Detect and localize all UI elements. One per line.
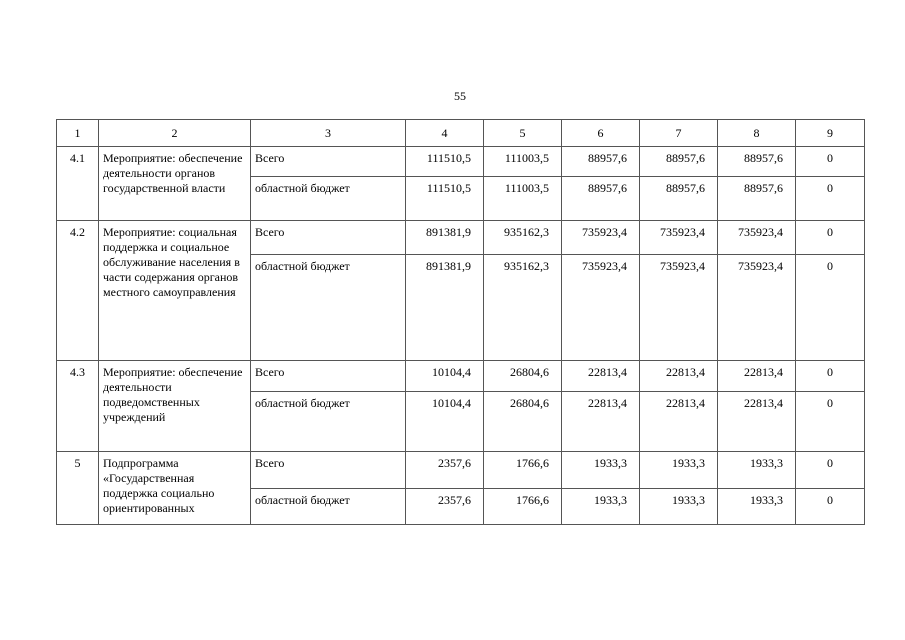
funding-source: областной бюджет bbox=[251, 392, 406, 452]
row-number: 4.1 bbox=[57, 147, 99, 221]
value-col7: 22813,4 bbox=[640, 392, 718, 452]
header-cell: 6 bbox=[562, 120, 640, 147]
header-cell: 9 bbox=[796, 120, 865, 147]
activity-name: Мероприятие: социальная поддержка и социальное обслуживание населения в части содержания органов местного самоуправления bbox=[99, 221, 251, 361]
table-row bbox=[57, 361, 865, 392]
value-col4: 111510,5 bbox=[406, 147, 484, 177]
table-row bbox=[57, 452, 865, 489]
value-col8: 735923,4 bbox=[718, 221, 796, 255]
table-row bbox=[57, 147, 865, 177]
value-col9: 0 bbox=[796, 177, 865, 221]
value-col5: 111003,5 bbox=[484, 147, 562, 177]
value-col7: 1933,3 bbox=[640, 489, 718, 525]
value-col8: 735923,4 bbox=[718, 255, 796, 361]
value-col6: 22813,4 bbox=[562, 392, 640, 452]
row-number: 4.3 bbox=[57, 361, 99, 452]
value-col4: 111510,5 bbox=[406, 177, 484, 221]
header-cell: 4 bbox=[406, 120, 484, 147]
value-col8: 22813,4 bbox=[718, 392, 796, 452]
header-row bbox=[57, 120, 865, 147]
header-cell: 1 bbox=[57, 120, 99, 147]
row-number: 4.2 bbox=[57, 221, 99, 361]
table-row bbox=[57, 221, 865, 255]
value-col7: 22813,4 bbox=[640, 361, 718, 392]
row-number: 5 bbox=[57, 452, 99, 525]
value-col8: 1933,3 bbox=[718, 452, 796, 489]
value-col4: 10104,4 bbox=[406, 361, 484, 392]
activity-name: Мероприятие: обеспечение деятельности подведомственных учреждений bbox=[99, 361, 251, 452]
value-col5: 935162,3 bbox=[484, 221, 562, 255]
value-col9: 0 bbox=[796, 255, 865, 361]
value-col5: 935162,3 bbox=[484, 255, 562, 361]
value-col5: 1766,6 bbox=[484, 489, 562, 525]
value-col6: 88957,6 bbox=[562, 177, 640, 221]
value-col6: 735923,4 bbox=[562, 255, 640, 361]
value-col9: 0 bbox=[796, 392, 865, 452]
value-col6: 1933,3 bbox=[562, 452, 640, 489]
funding-source: областной бюджет bbox=[251, 255, 406, 361]
value-col4: 891381,9 bbox=[406, 221, 484, 255]
value-col5: 26804,6 bbox=[484, 392, 562, 452]
value-col6: 1933,3 bbox=[562, 489, 640, 525]
value-col6: 735923,4 bbox=[562, 221, 640, 255]
value-col5: 111003,5 bbox=[484, 177, 562, 221]
value-col7: 88957,6 bbox=[640, 147, 718, 177]
value-col9: 0 bbox=[796, 147, 865, 177]
header-cell: 5 bbox=[484, 120, 562, 147]
activity-name: Мероприятие: обеспечение деятельности органов государственной власти bbox=[99, 147, 251, 221]
funding-source: Всего bbox=[251, 361, 406, 392]
value-col6: 22813,4 bbox=[562, 361, 640, 392]
header-cell: 3 bbox=[251, 120, 406, 147]
header-cell: 2 bbox=[99, 120, 251, 147]
value-col7: 735923,4 bbox=[640, 221, 718, 255]
value-col4: 891381,9 bbox=[406, 255, 484, 361]
value-col4: 10104,4 bbox=[406, 392, 484, 452]
budget-table bbox=[56, 119, 865, 525]
value-col8: 88957,6 bbox=[718, 147, 796, 177]
funding-source: Всего bbox=[251, 452, 406, 489]
value-col4: 2357,6 bbox=[406, 452, 484, 489]
subprogram-name: Подпрограмма «Государственная поддержка социально ориентированных bbox=[99, 452, 251, 525]
value-col7: 735923,4 bbox=[640, 255, 718, 361]
value-col8: 22813,4 bbox=[718, 361, 796, 392]
funding-source: Всего bbox=[251, 221, 406, 255]
value-col6: 88957,6 bbox=[562, 147, 640, 177]
page-number: 55 bbox=[454, 89, 466, 103]
value-col7: 88957,6 bbox=[640, 177, 718, 221]
funding-source: областной бюджет bbox=[251, 177, 406, 221]
funding-source: областной бюджет bbox=[251, 489, 406, 525]
value-col5: 26804,6 bbox=[484, 361, 562, 392]
value-col8: 1933,3 bbox=[718, 489, 796, 525]
value-col8: 88957,6 bbox=[718, 177, 796, 221]
value-col5: 1766,6 bbox=[484, 452, 562, 489]
value-col4: 2357,6 bbox=[406, 489, 484, 525]
header-cell: 8 bbox=[718, 120, 796, 147]
value-col7: 1933,3 bbox=[640, 452, 718, 489]
header-cell: 7 bbox=[640, 120, 718, 147]
value-col9: 0 bbox=[796, 452, 865, 489]
value-col9: 0 bbox=[796, 221, 865, 255]
value-col9: 0 bbox=[796, 489, 865, 525]
value-col9: 0 bbox=[796, 361, 865, 392]
funding-source: Всего bbox=[251, 147, 406, 177]
